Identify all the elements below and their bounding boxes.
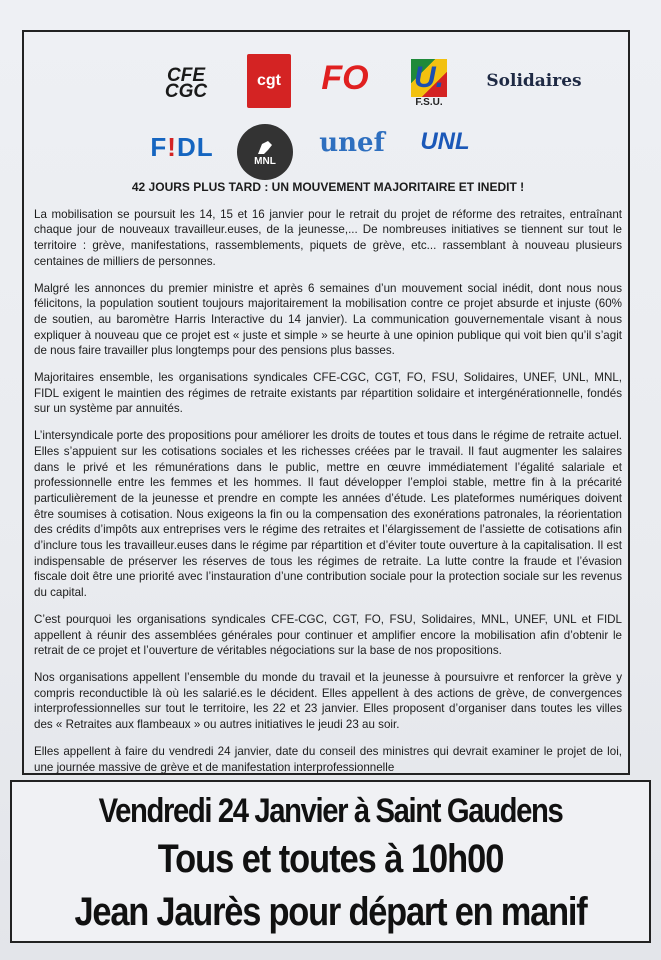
event-banner (10, 780, 651, 943)
paragraph: L’intersyndicale porte des propositions pour améliorer les droits de toutes et tous dans le régime de retraite actuel. Elles s’appuient sur les cotisations sociales et les richesses créées par le travail. Il faut augmenter les salaires dans le privé et les rémunérations dans le public, mettre en œuvre immédiatement l’égalité salariale et professionnelle entre les femmes et les hommes. Il faut développer l’emploi stable, mettre fin à la précarité particulièrement de la jeunesse et prendre en compte les années d’étude. Les plateformes numériques doivent être soumises à cotisation. Nous exigeons la fin ou la compensation des exonérations patronales, la réorientation des crédits d’impôts aux entreprises vers le régime des retraites et l’élargissement de l’assiette de cotisations afin d’inclure tous les travailleur.euses dans le régime par répartition et d’éviter toute ouverture à la capitalisation. Il est indispensable de préserver les réserves de tous les régimes de retraite. La lutte contre la fraude et l’évasion fiscale doit être une priorité avec l’instauration d’une contribution sociale pour la protection sociale sur les revenus du capital. (34, 429, 622, 600)
banner-time-line: Tous et toutes à 10h00 (157, 837, 504, 881)
cfe-cgc-logo: CFE CGC (164, 65, 208, 102)
paragraph: La mobilisation se poursuit les 14, 15 et 16 janvier pour le retrait du projet de réforme des retraites, entraînant chaque jour de nouveaux travailleur.euses, de la jeunesse,... De nombreuses initiatives se tiennent sur tout le territoire : grève, manifestations, rassemblements, piquets de grève, etc... rassemblant à nouveau plusieurs centaines de milliers de personnes. (34, 207, 622, 268)
leaflet-content (34, 180, 622, 786)
solidaires-logo: Solidaires (486, 71, 582, 91)
paragraph: Majoritaires ensemble, les organisations syndicales CFE-CGC, CGT, FO, FSU, Solidaires, UNEF, UNL, MNL, FIDL exigent le maintien des régimes de retraite existants par répartition solidaire et intergénérationnelle, fondés sur un système par annuités. (34, 371, 622, 416)
fsu-text: F.S.U. (415, 96, 443, 108)
leaflet-title: 42 JOURS PLUS TARD : UN MOUVEMENT MAJORITAIRE ET INEDIT ! (131, 180, 525, 194)
cgt-logo: cgt (247, 54, 291, 108)
banner-place-line: Jean Jaurès pour départ en manif (74, 890, 587, 934)
paragraph: Nos organisations appellent l’ensemble du monde du travail et la jeunesse à poursuivre et renforcer la grève y compris reconductible là où les salarié.es le décident. Elles appellent à des actions de grève, de convergences interprofessionnelles sur tout le territoire, les 22 et 23 janvier. Elles proposent d’organiser dans toutes les villes des « Retraites aux flambeaux » ou autres initiatives le jeudi 23 au soir. (34, 670, 622, 732)
leaflet-text-frame (22, 30, 630, 775)
paragraph: Elles appellent à faire du vendredi 24 janvier, date du conseil des ministres qui devrait examiner le projet de loi, une journée massive de grève et de manifestation interprofessionnelle (34, 744, 622, 774)
union-logos (24, 44, 628, 174)
paragraph: C’est pourquoi les organisations syndicales CFE-CGC, CGT, FO, FSU, Solidaires, MNL, UNEF, UNL et FIDL appellent à réunir des assemblées générales pour continuer et amplifier encore la mobilisation afin d’obtenir le retrait de ce projet et l’ouverture de véritables négociations sur la base de nos propositions. (34, 612, 622, 658)
mnl-logo: MNL (237, 124, 293, 180)
fidl-logo: F ! DL (150, 131, 214, 162)
fist-icon (254, 138, 276, 156)
banner-date-line: Vendredi 24 Janvier à Saint Gaudens (98, 792, 563, 830)
unl-logo: UNL (420, 128, 470, 155)
paragraph: Malgré les annonces du premier ministre et après 6 semaines d’un mouvement social inédit, dont nous nous félicitons, la population soutient toujours majoritairement la mobilisation contre ce projet absurde et injuste (60% de soutien, au baromètre Harris Interactive du 14 janvier). La communication gouvernementale visant à nous expliquer à nouveau que ce projet est « juste et simple » se heurte à une opinion publique qui voit bien qu’il s’agit de nous faire travailler plus longtemps pour des pensions plus basses. (34, 281, 622, 358)
fsu-mark: U. (411, 59, 447, 97)
fo-logo: FO (321, 58, 369, 97)
fsu-logo (406, 52, 452, 114)
unef-logo: unef (319, 128, 385, 158)
